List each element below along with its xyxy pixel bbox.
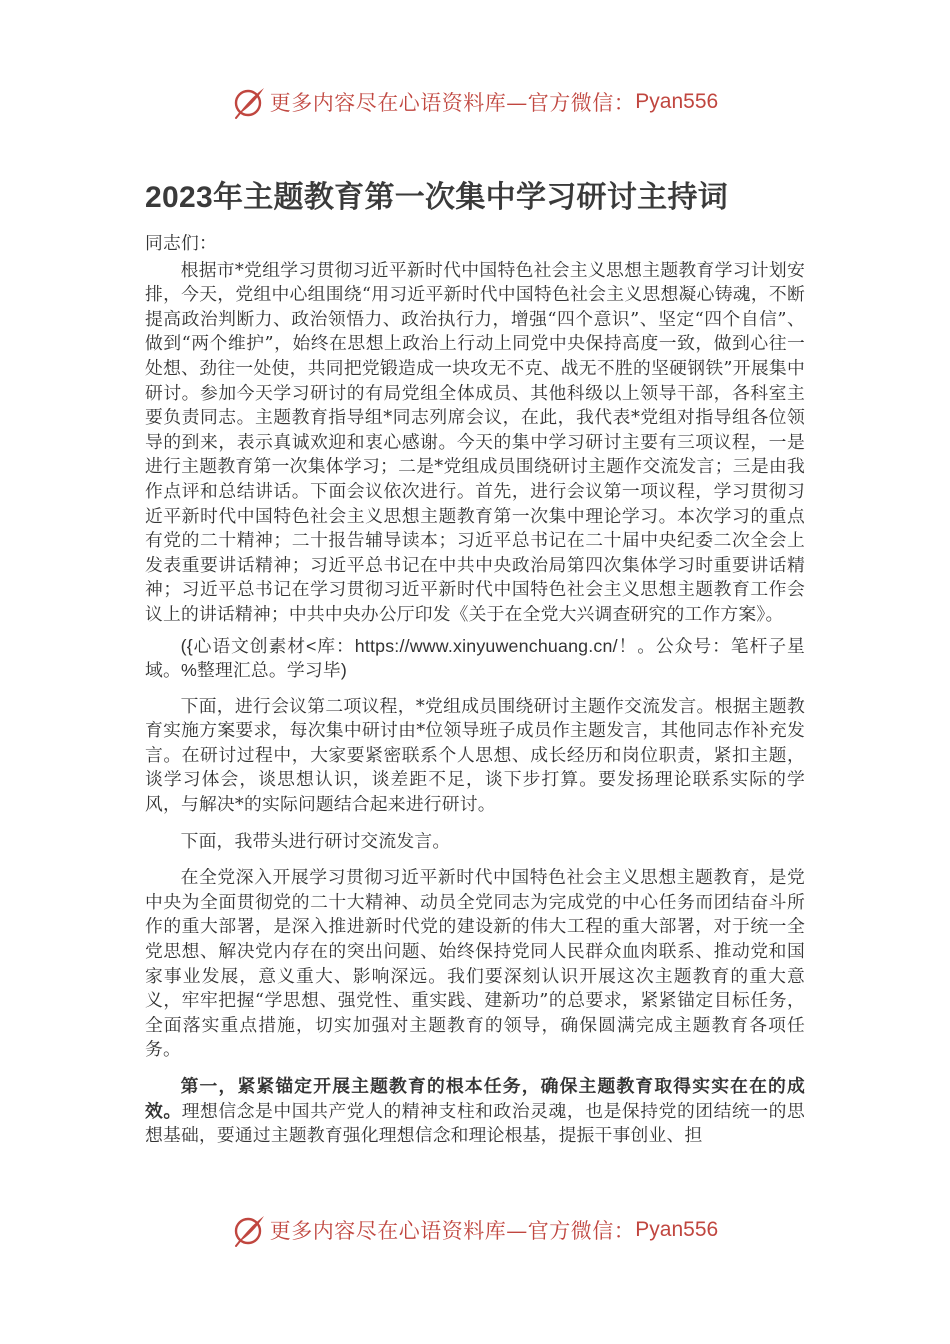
footer-banner <box>0 1210 950 1250</box>
banner-text: 更多内容尽在心语资料库—官方微信： <box>269 91 636 115</box>
banner-contact: Pyan556 <box>635 1218 719 1241</box>
greeting: 同志们： <box>145 233 217 254</box>
document-body <box>145 232 805 1155</box>
quill-logo-icon <box>232 1213 266 1247</box>
banner-contact: Pyan556 <box>635 90 719 113</box>
paragraph-significance: 在全党深入开展学习贯彻习近平新时代中国特色社会主义思想主题教育，是党中央为全面贯彻党的二十大精神、动员全党同志为完成党的中心任务而团结奋斗所作的重大部署，是深入推进新时代党的建设新的伟大工程的重大部署，对于统一全党思想、解决党内存在的突出问题、始终保持党同人民群众血肉联系、推动党和国家事业发展，意义重大、影响深远。我们要深刻认识开展这次主题教育的重大意义，牢牢把握“学思想、强党性、重实践、建新功”的总要求，紧紧锚定目标任务，全面落实重点措施，切实加强对主题教育的领导，确保圆满完成主题教育各项任务。 <box>145 867 805 1061</box>
paragraph-source-note: ({心语文创素材<库：https://www.xinyuwenchuang.cn/！。公众号：笔杆子星域。%整理汇总。学习毕) <box>145 635 805 681</box>
first-point-heading: 第一，紧紧锚定开展主题教育的根本任务，确保主题教育取得实实在在的成效。 <box>145 1076 805 1122</box>
document-title: 2023年主题教育第一次集中学习研讨主持词 <box>145 181 729 214</box>
paragraph-agenda: 根据市*党组学习贯彻习近平新时代中国特色社会主义思想主题教育学习计划安排，今天，党组中心组围绕“用习近平新时代中国特色社会主义思想凝心铸魂，不断提高政治判断力、政治领悟力、政治执行力，增强“四个意识”、坚定“四个自信”、做到“两个维护”，始终在思想上政治上行动上同党中央保持高度一致，做到心往一处想、劲往一处使，共同把党锻造成一块攻无不克、战无不胜的坚硬钢铁”开展集中研讨。参加今天学习研讨的有局党组全体成员、其他科级以上领导干部，各科室主要负责同志。主题教育指导组*同志列席会议，在此，我代表*党组对指导组各位领导的到来，表示真诚欢迎和衷心感谢。今天的集中学习研讨主要有三项议程，一是进行主题教育第一次集体学习；二是*党组成员围绕研讨主题作交流发言；三是由我作点评和总结讲话。下面会议依次进行。首先，进行会议第一项议程，学习贯彻习近平新时代中国特色社会主义思想主题教育第一次集中理论学习。本次学习的重点有党的二十精神；二十报告辅导读本；习近平总书记在二十届中央纪委二次全会上发表重要讲话精神；习近平总书记在中共中央政治局第四次集体学习时重要讲话精神；习近平总书记在学习贯彻习近平新时代中国特色社会主义思想主题教育工作会议上的讲话精神；中共中央办公厅印发《关于在全党大兴调查研究的工作方案》。 <box>145 259 805 625</box>
banner-text: 更多内容尽在心语资料库—官方微信： <box>269 1219 636 1243</box>
first-point-text: 理想信念是中国共产党人的精神支柱和政治灵魂，也是保持党的团结统一的思想基础，要通过主题教育强化理想信念和理论根基，提振干事创业、担 <box>145 1100 805 1147</box>
paragraph-first-point <box>145 1075 805 1149</box>
paragraph-second-agenda: 下面，进行会议第二项议程，*党组成员围绕研讨主题作交流发言。根据主题教育实施方案要求，每次集中研讨由*位领导班子成员作主题发言，其他同志作补充发言。在研讨过程中，大家要紧密联系个人思想、成长经历和岗位职责，紧扣主题，谈学习体会，谈思想认识，谈差距不足，谈下步打算。要发扬理论联系实际的学风，与解决*的实际问题结合起来进行研讨。 <box>145 695 805 816</box>
header-banner <box>0 82 950 122</box>
paragraph-lead-speech: 下面，我带头进行研讨交流发言。 <box>180 830 451 852</box>
quill-logo-icon <box>232 85 266 119</box>
